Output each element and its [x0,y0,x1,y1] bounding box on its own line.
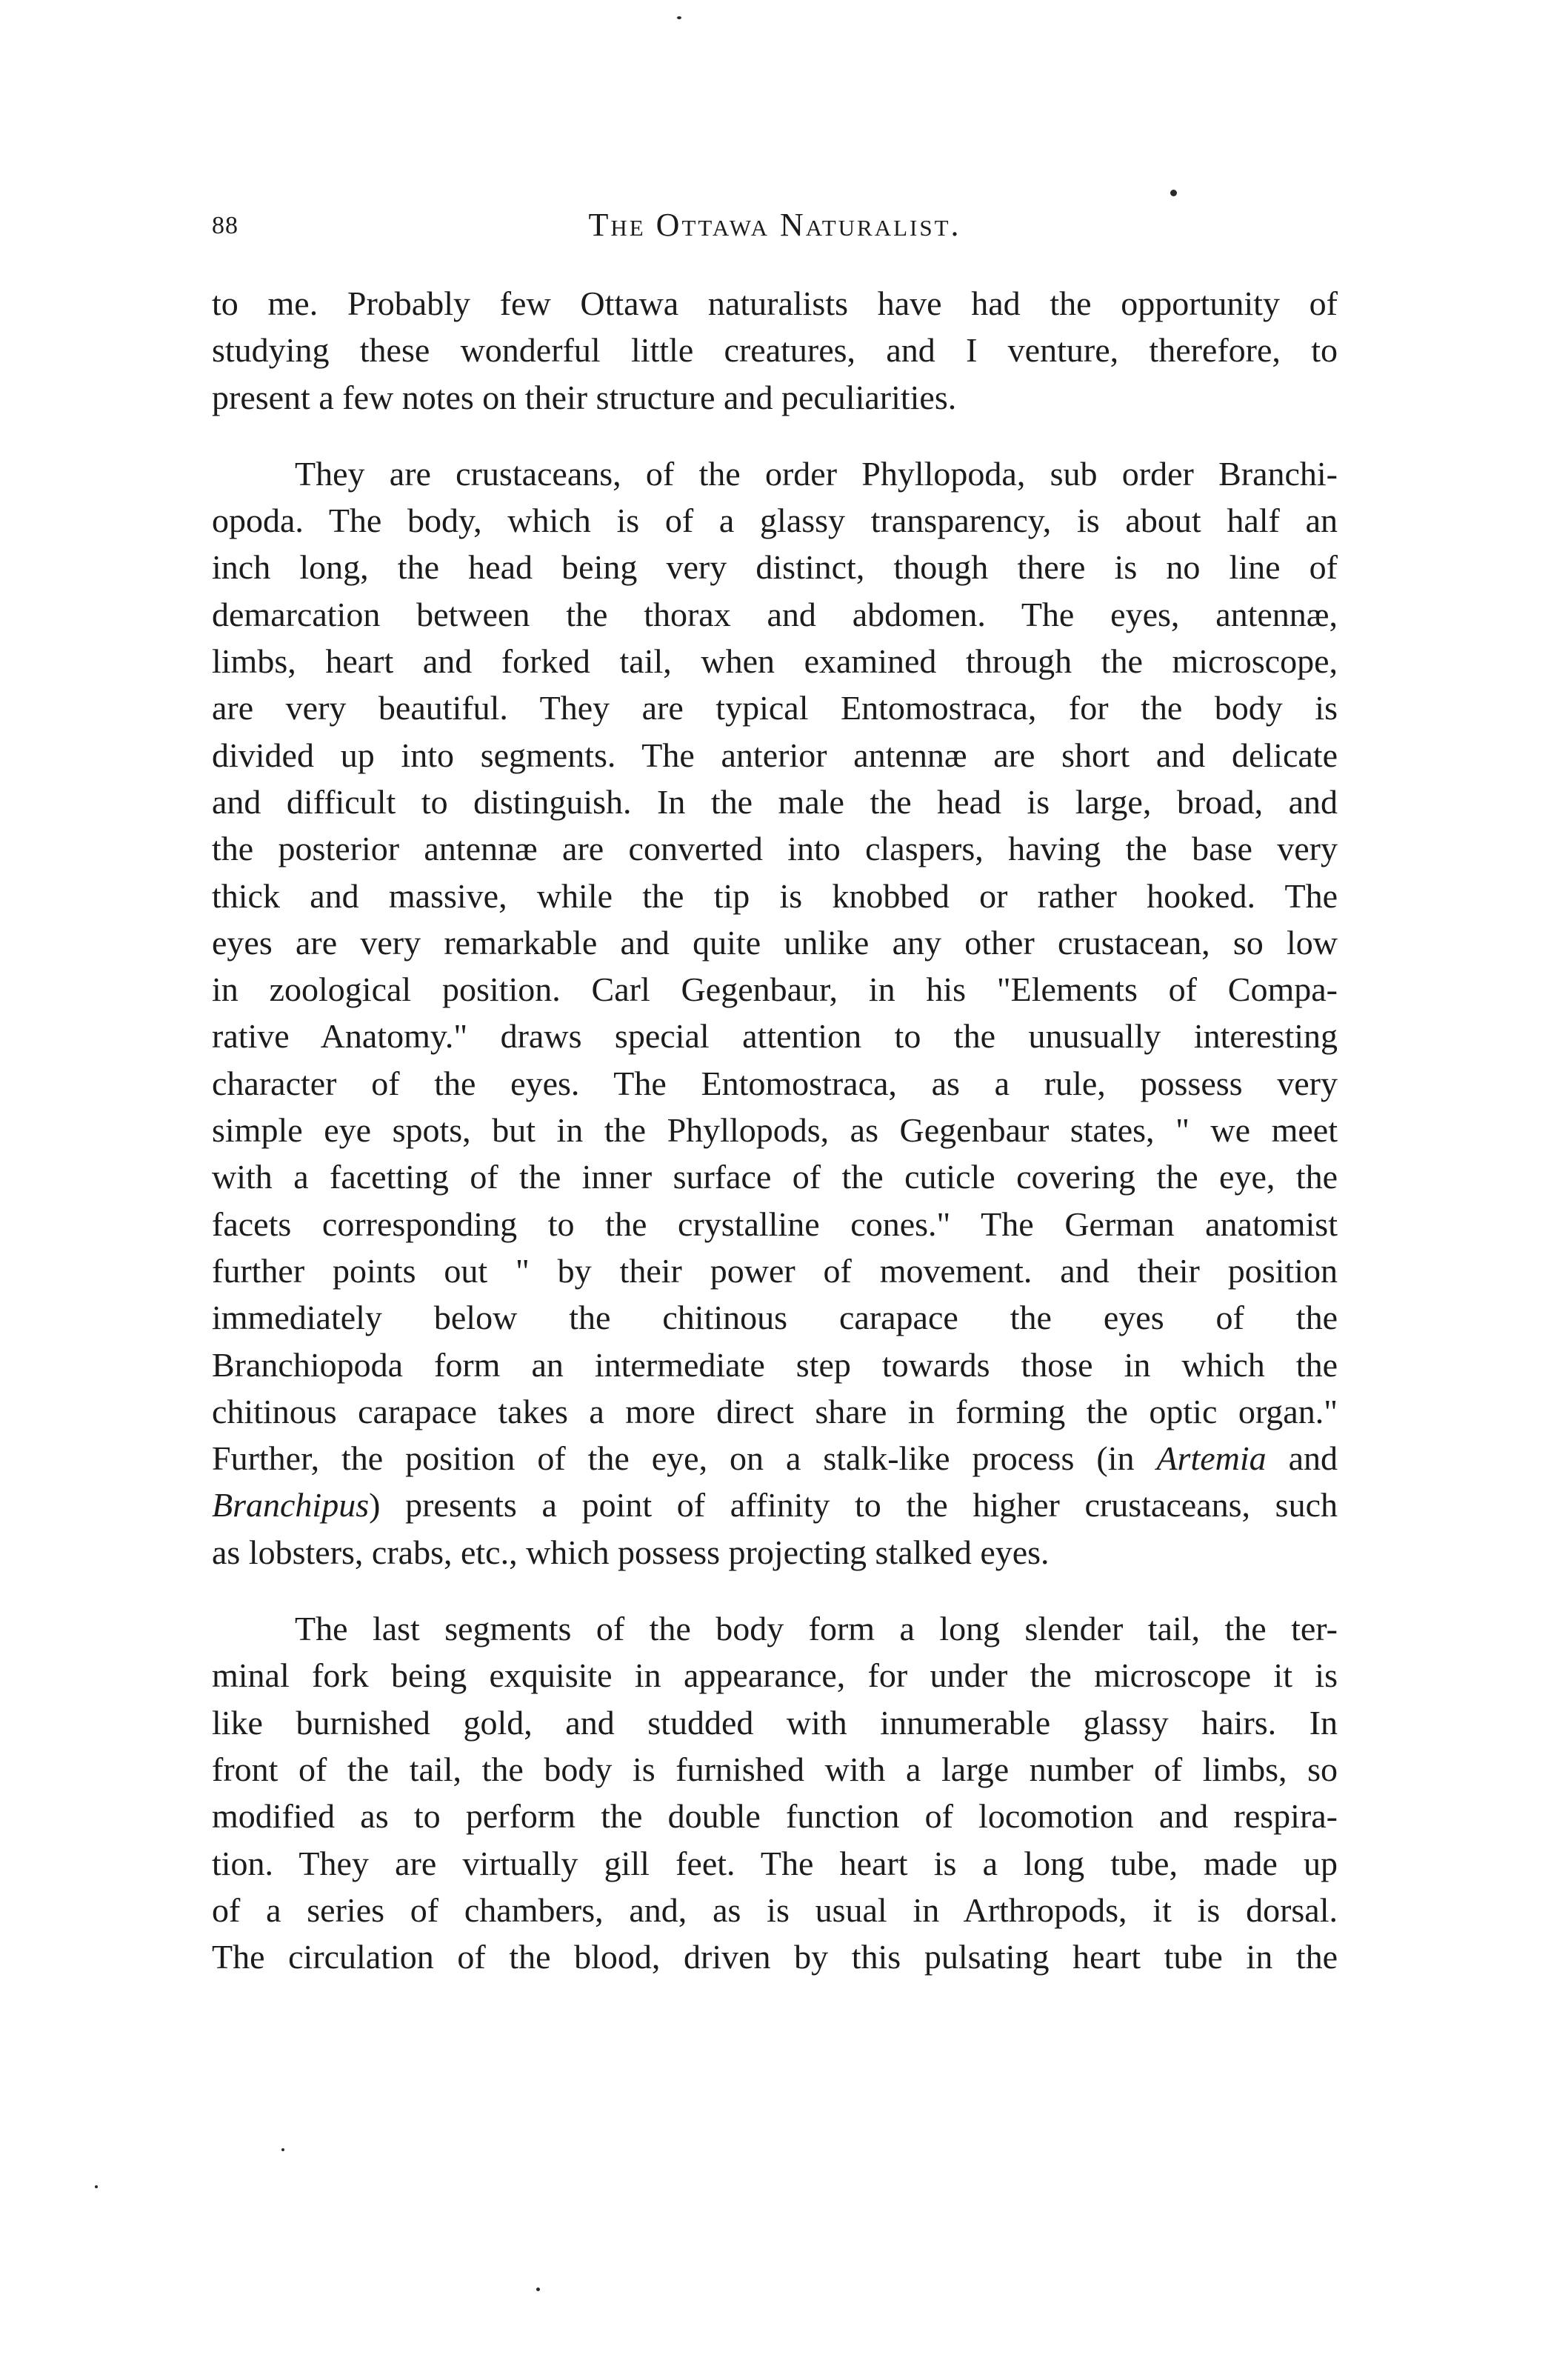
text-line: to me. Probably few Ottawa naturalists have had the opportunity of [212,284,1338,322]
page-number: 88 [212,212,238,239]
page-header [212,206,1338,250]
paragraph-1 [212,280,1338,421]
scan-speck [1170,190,1177,196]
text-line: thick and massive, while the tip is knobbed or rather hooked. The [212,876,1338,915]
running-title: The Ottawa Naturalist. [588,207,961,243]
text-line: are very beautiful. They are typical Entomostraca, for the body is [212,689,1338,727]
text-line: immediately below the chitinous carapace the eyes of the [212,1299,1338,1337]
text-line: They are crustaceans, of the order Phyllopoda, sub order Branchi- [295,454,1338,493]
text-line: limbs, heart and forked tail, when examined through the microscope, [212,642,1338,681]
text-line: in zoological position. Carl Gegenbaur, in his "Elements of Compa- [212,970,1338,1009]
text-line: simple eye spots, but in the Phyllopods, as Gegenbaur states, " we meet [212,1111,1338,1150]
article-body [212,280,1338,1980]
scan-speck [677,16,681,19]
text-line: facets corresponding to the crystalline cones." The German anatomist [212,1205,1338,1243]
scan-speck [95,2185,98,2188]
text-line: and difficult to distinguish. In the male the head is large, broad, and [212,782,1338,821]
text-line: opoda. The body, which is of a glassy transparency, is about half an [212,502,1338,540]
text-line: like burnished gold, and studded with innumerable glassy hairs. In [212,1703,1338,1742]
text-line: eyes are very remarkable and quite unlike any other crustacean, so low [212,923,1338,962]
text-line: further points out " by their power of movement. and their position [212,1251,1338,1290]
text-line: character of the eyes. The Entomostraca, as a rule, possess very [212,1064,1338,1102]
text-line: Branchiopoda form an intermediate step towards those in which the [212,1345,1338,1384]
text-line: Branchipus) presents a point of affinity to the higher crustaceans, such [212,1486,1338,1525]
text-line: front of the tail, the body is furnished with a large number of limbs, so [212,1750,1338,1788]
scan-speck [536,2288,540,2291]
text-line: chitinous carapace takes a more direct share in forming the optic organ." [212,1392,1338,1430]
text-line: inch long, the head being very distinct, though there is no line of [212,548,1338,587]
text-line: studying these wonderful little creatures, and I venture, therefore, to [212,331,1338,370]
text-line: The last segments of the body form a long slender tail, the ter- [295,1610,1338,1648]
text-line: present a few notes on their structure and peculiarities. [212,378,957,416]
scan-speck [281,2148,284,2151]
text-line: of a series of chambers, and, as is usual in Arthropods, it is dorsal. [212,1890,1338,1929]
text-line: divided up into segments. The anterior antennæ are short and delicate [212,736,1338,774]
text-line: as lobsters, crabs, etc., which possess projecting stalked eyes. [212,1533,1050,1571]
text-line: Further, the position of the eye, on a stalk-like process (in Artemia and [212,1439,1338,1478]
text-line: with a facetting of the inner surface of the cuticle covering the eye, the [212,1158,1338,1196]
text-line: the posterior antennæ are converted into claspers, having the base very [212,830,1338,868]
text-line: rative Anatomy." draws special attention to the unusually interesting [212,1017,1338,1056]
paragraph-2 [212,450,1338,1576]
text-line: demarcation between the thorax and abdomen. The eyes, antennæ, [212,595,1338,633]
text-line: tion. They are virtually gill feet. The heart is a long tube, made up [212,1844,1338,1882]
paragraph-3 [212,1605,1338,1980]
text-line: modified as to perform the double function of locomotion and respira- [212,1797,1338,1836]
text-line: The circulation of the blood, driven by this pulsating heart tube in the [212,1938,1338,1976]
text-line: minal fork being exquisite in appearance, for under the microscope it is [212,1656,1338,1695]
